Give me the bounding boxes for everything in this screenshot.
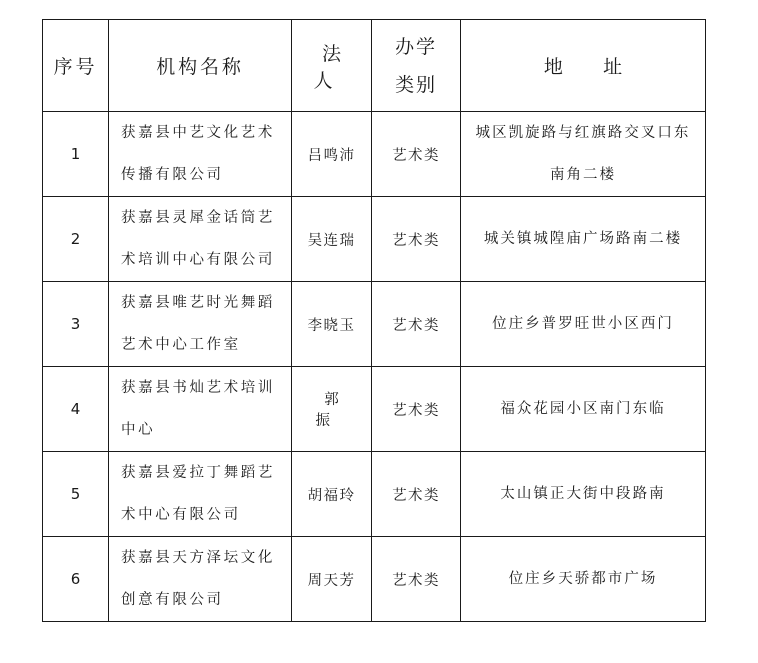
row-name: 获嘉县天方泽坛文化创意有限公司	[109, 537, 292, 622]
table-row	[43, 282, 706, 367]
row-address: 城区凯旋路与红旗路交叉口东南角二楼	[461, 112, 706, 197]
row-rep: 李晓玉	[292, 282, 372, 367]
row-index: 5	[43, 452, 109, 537]
row-address: 位庄乡天骄都市广场	[461, 537, 706, 622]
table-header-row	[43, 20, 706, 112]
row-rep: 吴连瑞	[292, 197, 372, 282]
row-category: 艺术类	[372, 367, 461, 452]
header-index: 序号	[43, 20, 109, 112]
table-row	[43, 367, 706, 452]
row-index: 4	[43, 367, 109, 452]
row-category: 艺术类	[372, 452, 461, 537]
institution-table	[42, 19, 706, 622]
row-rep: 吕鸣沛	[292, 112, 372, 197]
row-name: 获嘉县中艺文化艺术传播有限公司	[109, 112, 292, 197]
row-index: 1	[43, 112, 109, 197]
row-rep: 郭 振	[292, 367, 372, 452]
row-name: 获嘉县灵犀金话筒艺术培训中心有限公司	[109, 197, 292, 282]
row-name: 获嘉县爱拉丁舞蹈艺术中心有限公司	[109, 452, 292, 537]
row-category: 艺术类	[372, 197, 461, 282]
table-row	[43, 537, 706, 622]
row-address: 福众花园小区南门东临	[461, 367, 706, 452]
row-rep: 胡福玲	[292, 452, 372, 537]
table-row	[43, 112, 706, 197]
row-name: 获嘉县书灿艺术培训中心	[109, 367, 292, 452]
header-rep: 法 人	[292, 20, 372, 112]
row-category: 艺术类	[372, 537, 461, 622]
row-category: 艺术类	[372, 112, 461, 197]
row-index: 6	[43, 537, 109, 622]
table-row	[43, 452, 706, 537]
table-row	[43, 197, 706, 282]
row-address: 位庄乡普罗旺世小区西门	[461, 282, 706, 367]
row-name: 获嘉县唯艺时光舞蹈艺术中心工作室	[109, 282, 292, 367]
header-address: 地 址	[461, 20, 706, 112]
row-index: 3	[43, 282, 109, 367]
row-index: 2	[43, 197, 109, 282]
header-category: 办学类别	[372, 20, 461, 112]
header-name: 机构名称	[109, 20, 292, 112]
row-rep: 周天芳	[292, 537, 372, 622]
row-address: 太山镇正大街中段路南	[461, 452, 706, 537]
row-category: 艺术类	[372, 282, 461, 367]
row-address: 城关镇城隍庙广场路南二楼	[461, 197, 706, 282]
